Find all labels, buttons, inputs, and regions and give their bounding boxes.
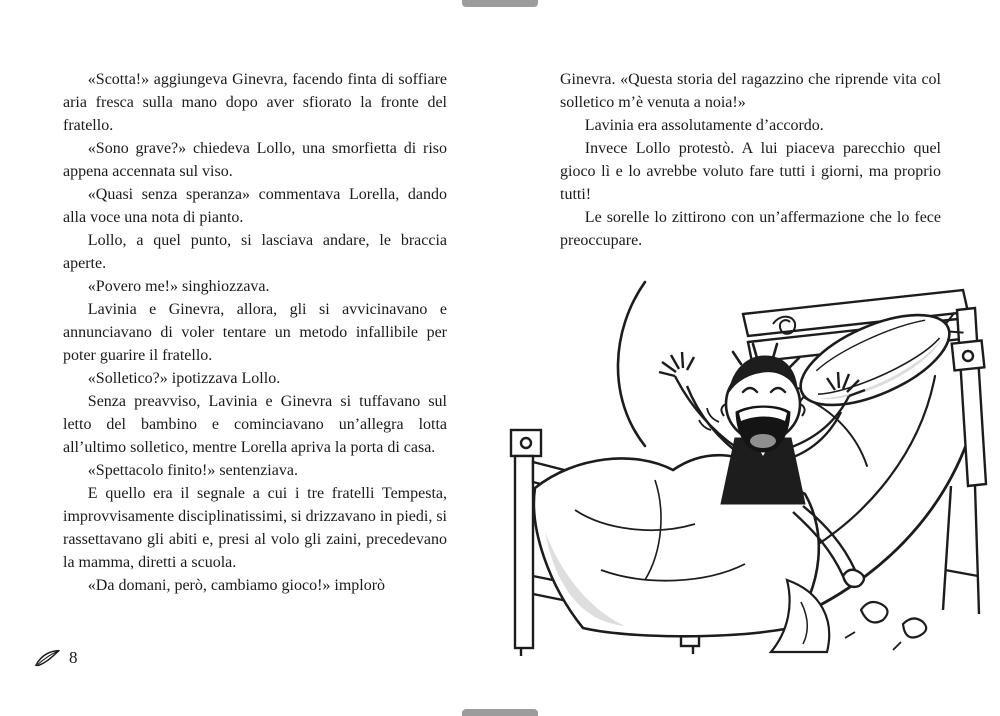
paragraph: Le sorelle lo zittirono con un’affermazione che lo fece preoccupare. [560,209,941,249]
paragraph: Ginevra. «Questa storia del ragazzino che riprende vita col solletico m’è venuta a noia!» [560,71,941,111]
page-footer [34,648,78,668]
illustration-tickle-scene [505,280,993,658]
paragraph: «Da domani, però, cambiamo gioco!» implorò [87,577,386,594]
boy-head [721,344,804,452]
paragraph: «Sono grave?» chiedeva Lollo, una smorfietta di riso appena accennata sul viso. [63,140,447,180]
paragraph: «Quasi senza speranza» commentava Lorella, dando alla voce una nota di pianto. [63,186,447,226]
paragraph: E quello era il segnale a cui i tre fratelli Tempesta, improvvisamente disciplinatissimi, si drizzavano in piedi, si rassettavano gli abiti e, presi al volo gli zaini, precedevano la mamma, diretti a scuola. [63,485,447,571]
left-page-text [63,68,447,597]
page-edge-mark-bottom [462,709,538,716]
paragraph: Invece Lollo protestò. A lui piaceva parecchio quel gioco lì e lo avrebbe voluto fare tutti i giorni, ma proprio tutti! [560,140,941,203]
right-page-text [560,68,941,252]
quill-icon [34,648,60,668]
flying-shoes [845,602,926,650]
paragraph: «Scotta!» aggiungeva Ginevra, facendo finta di soffiare aria fresca sulla mano dopo aver sfiorato la fronte del fratello. [63,71,447,134]
paragraph: Lavinia era assolutamente d’accordo. [584,117,824,134]
paragraph: «Povero me!» singhiozzava. [87,278,270,295]
paragraph: Lavinia e Ginevra, allora, gli si avvicinavano e annunciavano di voler tentare un metodo infallibile per poter guarire il fratello. [63,301,447,364]
page-number: 8 [69,648,78,667]
paragraph: Senza preavviso, Lavinia e Ginevra si tuffavano sul letto del bambino e cominciavano un’allegra lotta all’ultimo solletico, mentre Lorella apriva la porta di casa. [63,393,447,456]
paragraph: «Solletico?» ipotizzava Lollo. [87,370,281,387]
paragraph: «Spettacolo finito!» sentenziava. [87,462,298,479]
paragraph: Lollo, a quel punto, si lasciava andare, le braccia aperte. [63,232,447,272]
page-edge-mark-top [462,0,538,7]
